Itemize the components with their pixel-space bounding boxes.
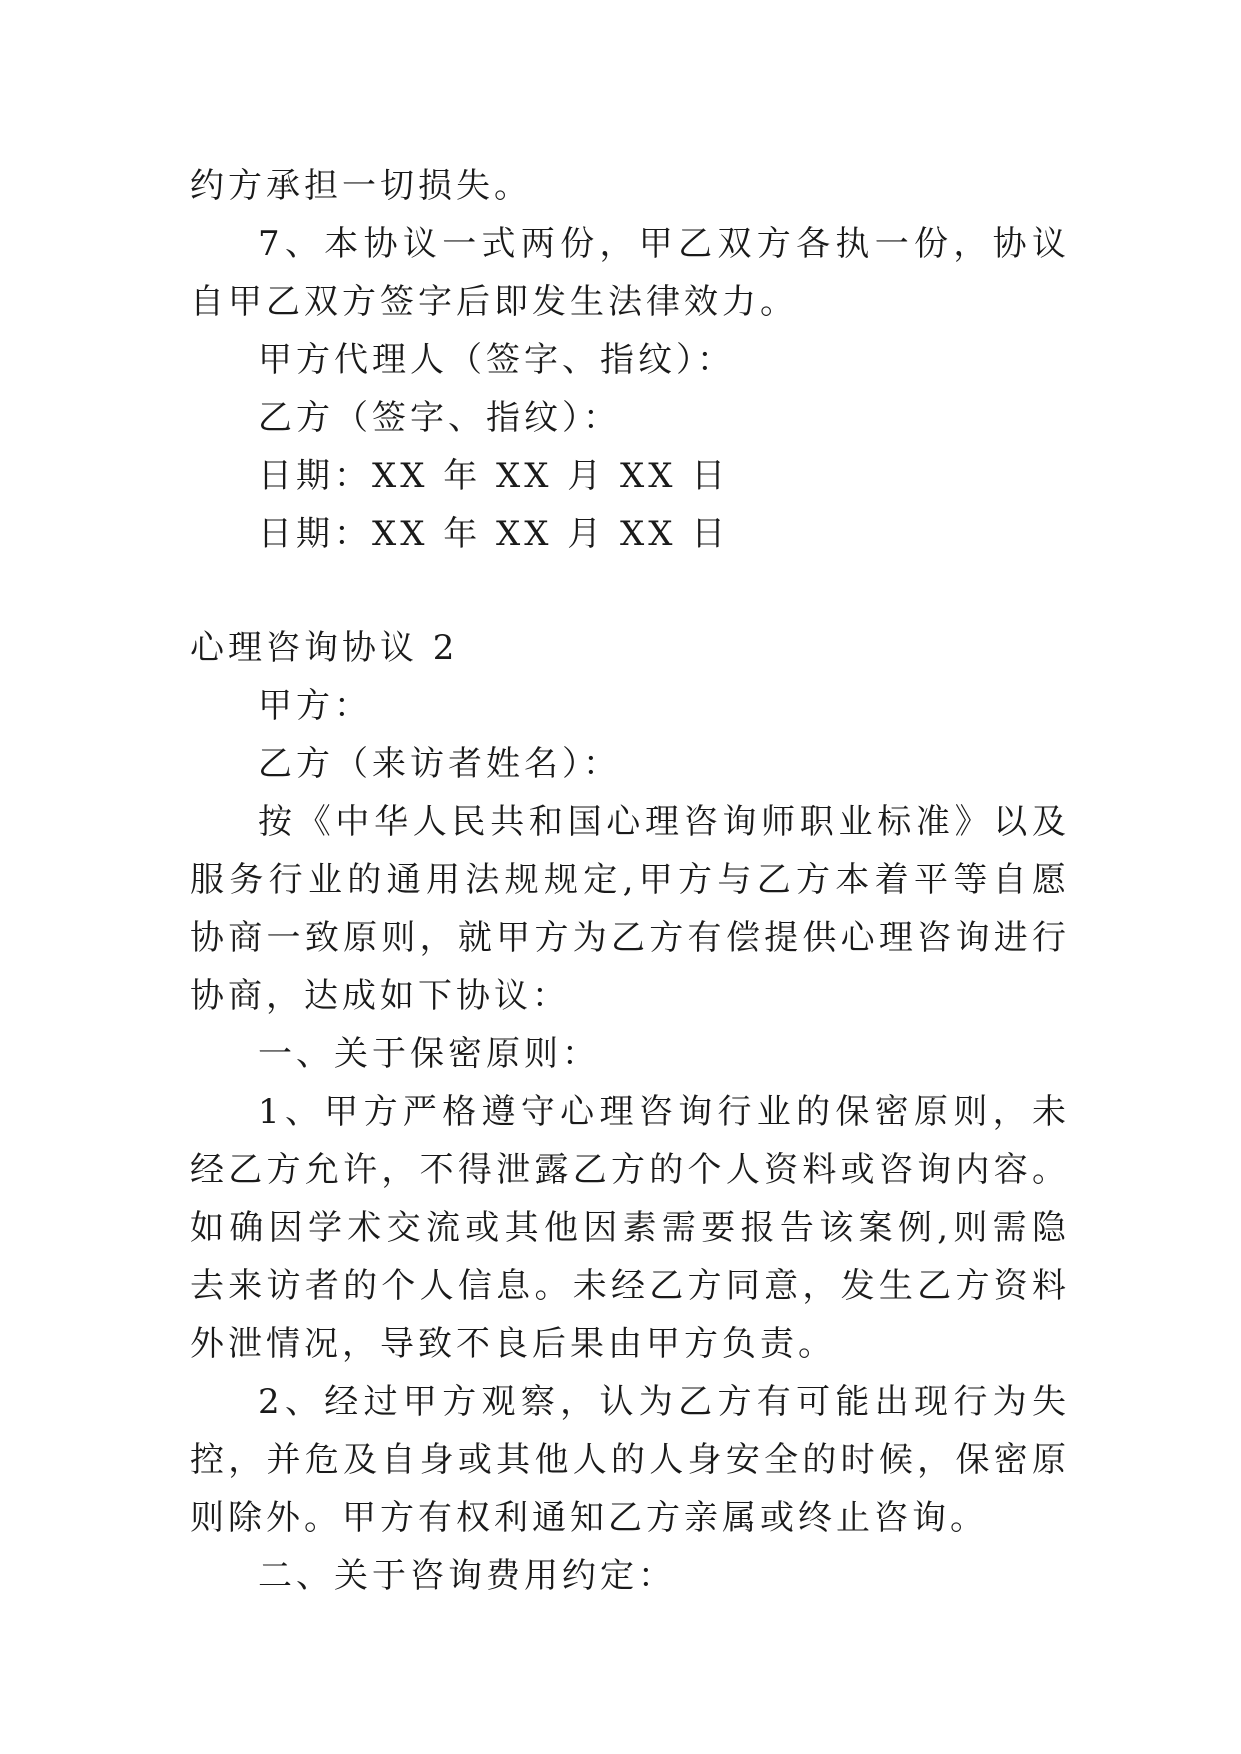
paragraph-clause-7: 7、本协议一式两份，甲乙双方各执一份，协议自甲乙双方签字后即发生法律效力。 <box>190 224 1070 322</box>
preamble-paragraph: 按《中华人民共和国心理咨询师职业标准》以及服务行业的通用法规规定,甲方与乙方本着平等自愿协商一致原则，就甲方为乙方有偿提供心理咨询进行协商，达成如下协议： <box>190 802 1070 1016</box>
paragraph-continuation: 约方承担一切损失。 <box>190 166 532 206</box>
party-b-line: 乙方（来访者姓名）： <box>258 744 621 784</box>
heading-confidentiality: 一、关于保密原则： <box>258 1034 600 1074</box>
confidentiality-clause-2: 2、经过甲方观察，认为乙方有可能出现行为失控，并危及自身或其他人的人身安全的时候，保密原则除外。甲方有权利通知乙方亲属或终止咨询。 <box>190 1382 1070 1538</box>
date-line-1: 日期：XX 年 XX 月 XX 日 <box>258 456 730 496</box>
document-page <box>190 157 1070 1605</box>
section-spacer <box>190 563 1070 619</box>
party-a-line: 甲方： <box>258 686 372 726</box>
section-title: 心理咨询协议 2 <box>190 628 459 668</box>
signature-line-party-a-agent: 甲方代理人（签字、指纹）： <box>258 340 735 380</box>
date-line-2: 日期：XX 年 XX 月 XX 日 <box>258 514 730 554</box>
signature-line-party-b: 乙方（签字、指纹）： <box>258 398 621 438</box>
confidentiality-clause-1: 1、甲方严格遵守心理咨询行业的保密原则，未经乙方允许，不得泄露乙方的个人资料或咨询内容。如确因学术交流或其他因素需要报告该案例,则需隐去来访者的个人信息。未经乙方同意，发生乙方资料外泄情况，导致不良后果由甲方负责。 <box>190 1092 1070 1364</box>
heading-fees: 二、关于咨询费用约定： <box>258 1556 676 1596</box>
